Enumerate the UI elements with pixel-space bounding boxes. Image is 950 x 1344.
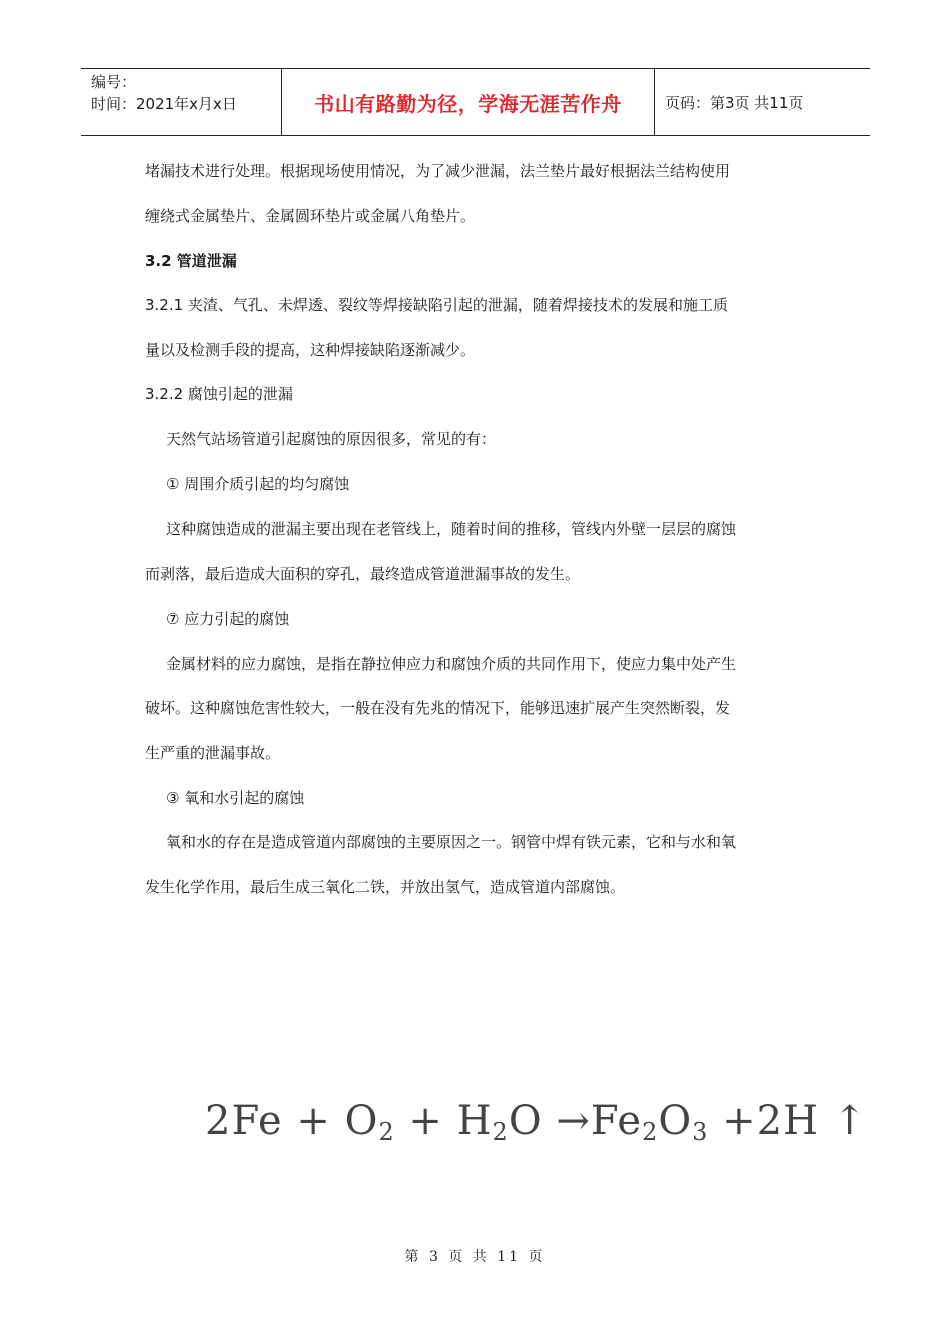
- body-line: 堵漏技术进行处理。根据现场使用情况，为了减少泄漏，法兰垫片最好根据法兰结构使用: [145, 162, 731, 180]
- subsection-heading-3-2-2: 3.2.2 腐蚀引起的泄漏: [145, 385, 293, 403]
- body-line: 量以及检测手段的提高，这种焊接缺陷逐渐减少。: [145, 341, 476, 359]
- header-motto-cell: [282, 69, 655, 135]
- eq-part: + H: [394, 1098, 493, 1144]
- body-line: 缠绕式金属垫片、金属圆环垫片或金属八角垫片。: [145, 207, 476, 225]
- section-heading-3-2: 3.2 管道泄漏: [145, 252, 237, 270]
- eq-subscript: 2: [492, 1118, 509, 1146]
- list-item-heading: ⑦ 应力引起的腐蚀: [166, 610, 290, 628]
- eq-subscript: 2: [642, 1118, 659, 1146]
- header-motto: 书山有路勤为径，学海无涯苦作舟: [314, 91, 622, 116]
- eq-part: O: [658, 1098, 693, 1144]
- body-line: 这种腐蚀造成的泄漏主要出现在老管线上，随着时间的推移，管线内外壁一层层的腐蚀: [166, 520, 737, 538]
- body-line: 氧和水的存在是造成管道内部腐蚀的主要原因之一。钢管中焊有铁元素，它和与水和氧: [166, 833, 737, 851]
- header-page-label: 页码：第3页 共11页: [665, 93, 804, 112]
- eq-part: 2Fe + O: [205, 1098, 379, 1144]
- body-line: 破坏。这种腐蚀危害性较大，一般在没有先兆的情况下，能够迅速扩展产生突然断裂，发: [145, 699, 731, 717]
- body-line: 天然气站场管道引起腐蚀的原因很多，常见的有：: [166, 430, 497, 448]
- time-label: 时间：2021年x月x日: [91, 95, 237, 113]
- eq-part: +2H ↑: [708, 1098, 868, 1144]
- body-line: 而剥落，最后造成大面积的穿孔，最终造成管道泄漏事故的发生。: [145, 565, 581, 583]
- body-line: 金属材料的应力腐蚀，是指在静拉伸应力和腐蚀介质的共同作用下，使应力集中处产生: [166, 655, 737, 673]
- eq-subscript: 2: [378, 1118, 395, 1146]
- number-label: 编号：: [91, 73, 137, 91]
- header-page-cell: [655, 69, 870, 135]
- page-footer: 第 3 页 共 11 页: [404, 1249, 546, 1265]
- header-meta: [81, 69, 282, 135]
- eq-subscript: 3: [692, 1118, 709, 1146]
- page-header: [81, 68, 870, 136]
- body-line: 生严重的泄漏事故。: [145, 744, 281, 762]
- list-item-heading: ③ 氧和水引起的腐蚀: [166, 789, 305, 807]
- body-line: 3.2.1 夹渣、气孔、未焊透、裂纹等焊接缺陷引起的泄漏，随着焊接技术的发展和施工质: [145, 296, 728, 314]
- body-line: 发生化学作用，最后生成三氧化二铁，并放出氢气，造成管道内部腐蚀。: [145, 878, 626, 896]
- eq-part: O →Fe: [508, 1098, 643, 1144]
- list-item-heading: ① 周围介质引起的均匀腐蚀: [166, 475, 350, 493]
- chemical-equation: [205, 1098, 867, 1146]
